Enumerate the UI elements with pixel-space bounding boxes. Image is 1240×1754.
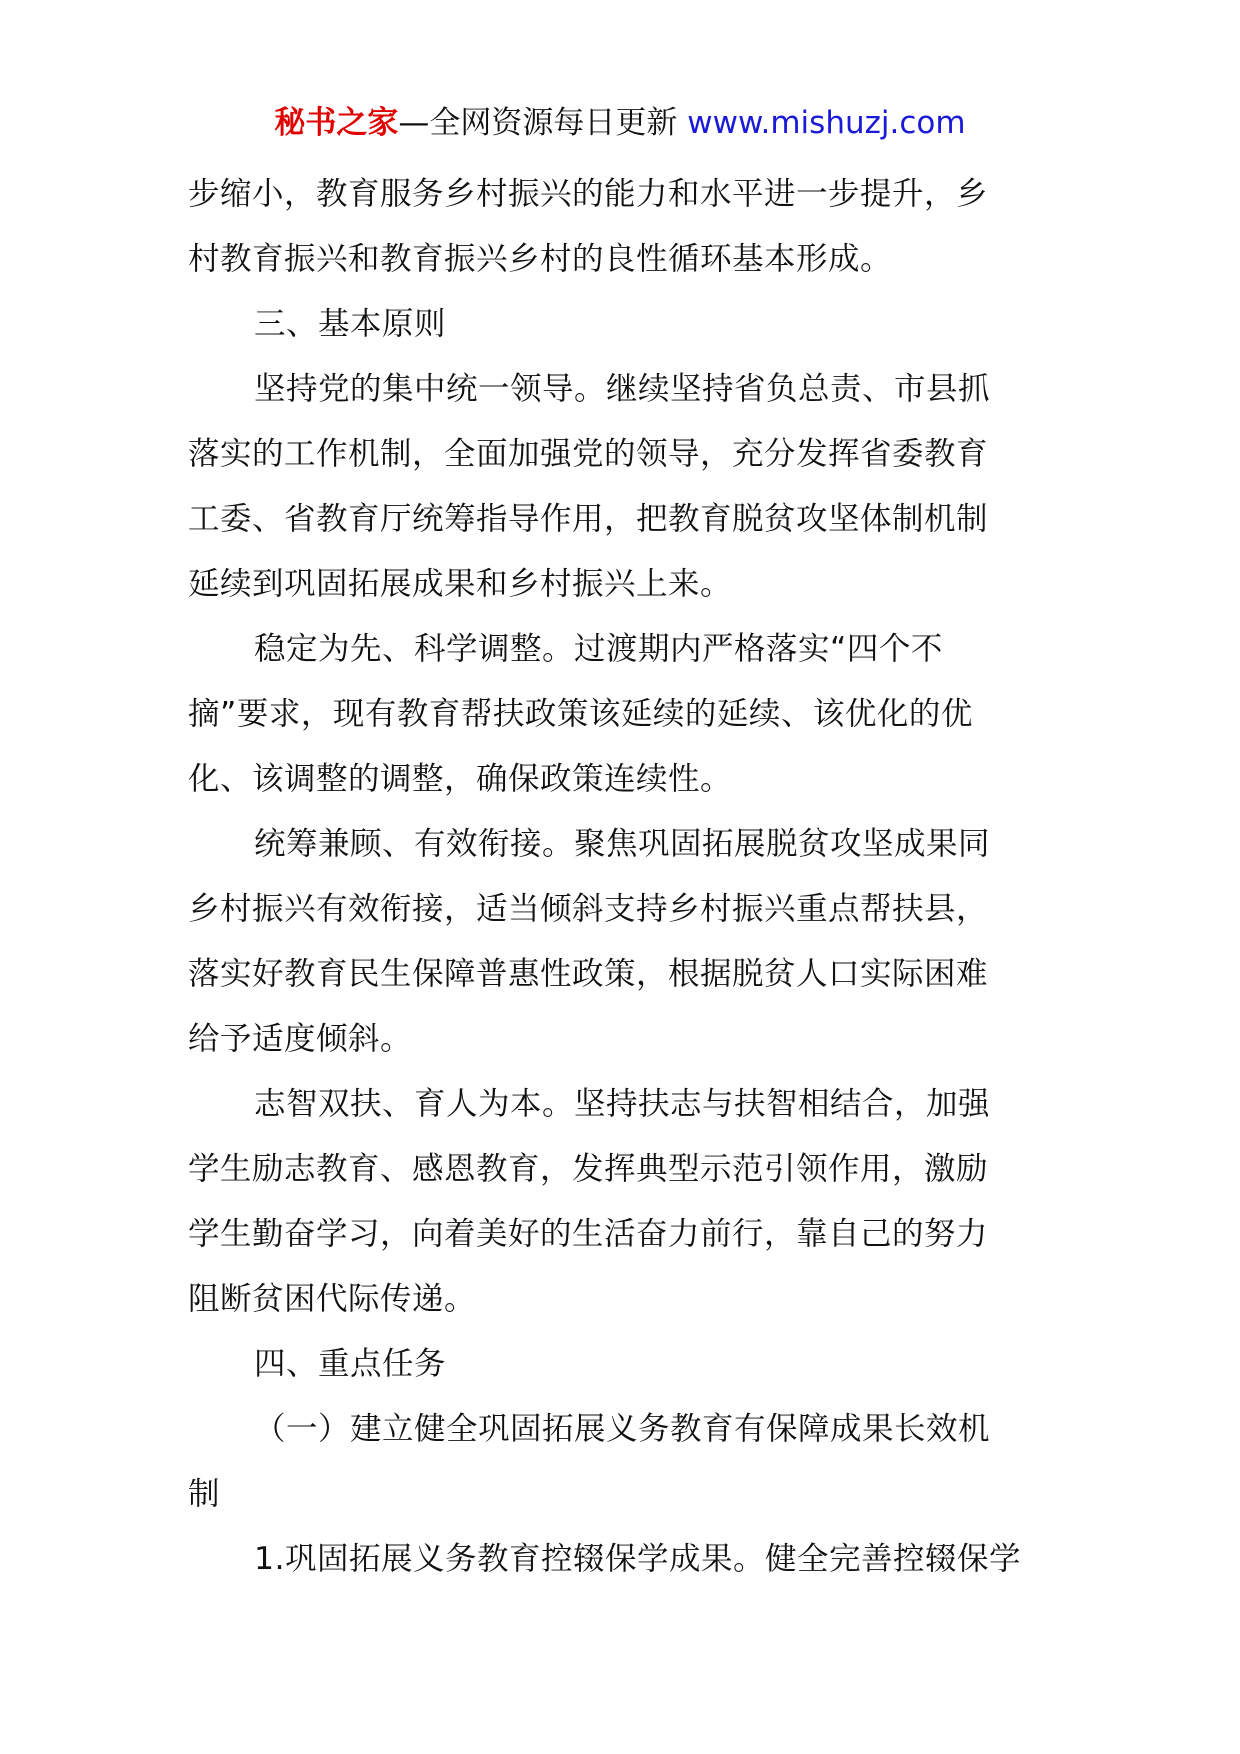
text-line: 给予适度倾斜。 bbox=[188, 1021, 413, 1057]
text-line: 学生励志教育、感恩教育，发挥典型示范引领作用，激励 bbox=[188, 1151, 989, 1187]
text-line: 乡村振兴有效衔接，适当倾斜支持乡村振兴重点帮扶县， bbox=[188, 891, 989, 927]
text-line: 工委、省教育厅统筹指导作用，把教育脱贫攻坚体制机制 bbox=[188, 501, 989, 537]
text-line: 坚持党的集中统一领导。继续坚持省负总责、市县抓 bbox=[254, 371, 991, 407]
text-line: 摘”要求，现有教育帮扶政策该延续的延续、该优化的优 bbox=[188, 696, 973, 732]
text-line: 落实好教育民生保障普惠性政策，根据脱贫人口实际困难 bbox=[188, 956, 989, 992]
text-line: 志智双扶、育人为本。坚持扶志与扶智相结合，加强 bbox=[254, 1086, 991, 1122]
text-line: 阻断贫困代际传递。 bbox=[188, 1281, 477, 1317]
text-line: 村教育振兴和教育振兴乡村的良性循环基本形成。 bbox=[188, 241, 893, 277]
text-line: 步缩小，教育服务乡村振兴的能力和水平进一步提升，乡 bbox=[188, 176, 989, 212]
brand-name: 秘书之家 bbox=[274, 105, 399, 141]
document-body bbox=[188, 162, 1058, 1592]
text-line: 化、该调整的调整，确保政策连续性。 bbox=[188, 761, 733, 797]
text-line: 统筹兼顾、有效衔接。聚焦巩固拓展脱贫攻坚成果同 bbox=[254, 826, 991, 862]
subsection-heading: （一）建立健全巩固拓展义务教育有保障成果长效机 bbox=[254, 1411, 991, 1447]
header-tagline: —全网资源每日更新 bbox=[398, 105, 688, 141]
subsection-heading-continued: 制 bbox=[188, 1476, 221, 1512]
section-heading: 三、基本原则 bbox=[254, 306, 447, 342]
site-url-link[interactable]: www.mishuzj.com bbox=[687, 105, 966, 141]
section-heading: 四、重点任务 bbox=[254, 1346, 447, 1382]
text-line: 延续到巩固拓展成果和乡村振兴上来。 bbox=[188, 566, 733, 602]
text-line: 稳定为先、科学调整。过渡期内严格落实“四个不 bbox=[254, 631, 943, 667]
text-line: 落实的工作机制，全面加强党的领导，充分发挥省委教育 bbox=[188, 436, 989, 472]
text-line: 学生勤奋学习，向着美好的生活奋力前行，靠自己的努力 bbox=[188, 1216, 989, 1252]
site-header bbox=[0, 100, 1240, 146]
text-line: 1.巩固拓展义务教育控辍保学成果。健全完善控辍保学 bbox=[254, 1541, 1022, 1577]
